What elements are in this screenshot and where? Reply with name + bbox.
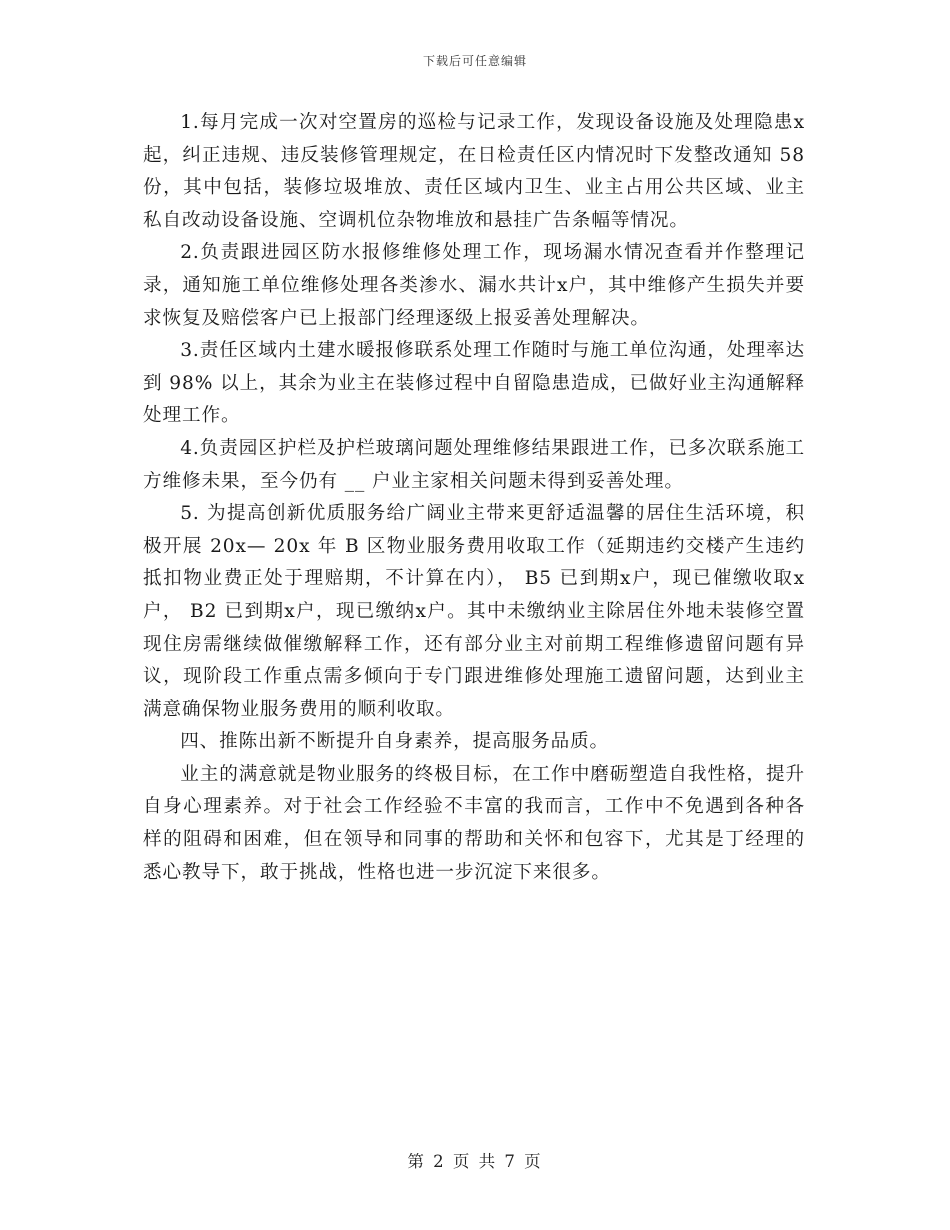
paragraph-closing: 业主的满意就是物业服务的终极目标，在工作中磨砺塑造自我性格，提升自身心理素养。对于社会工作经验不丰富的我而言，工作中不免遇到各种各样的阻碍和困难，但在领导和同事的帮助和关怀和包容下，尤其是丁经理的悉心教导下，敢于挑战，性格也进一步沉淀下来很多。 [143, 763, 805, 883]
section-heading: 四、推陈出新不断提升自身素养，提高服务品质。 [180, 731, 610, 753]
page-header: 下载后可任意编辑 [422, 54, 527, 68]
paragraph-item-2: 2.负责跟进园区防水报修维修处理工作，现场漏水情况查看并作整理记录，通知施工单位维修处理各类渗水、漏水共计x户，其中维修产生损失并要求恢复及赔偿客户已上报部门经理逐级上报妥善处理解决。 [143, 242, 805, 329]
paragraph-item-1: 1.每月完成一次对空置房的巡检与记录工作，发现设备设施及处理隐患x起，纠正违规、违反装修管理规定，在日检责任区内情况时下发整改通知 58 份，其中包括，装修垃圾堆放、责任区域内卫生、业主占用公共区域、业主私自改动设备设施、空调机位杂物堆放和悬挂广告条幅等情况。 [143, 112, 805, 231]
paragraph-item-4: 4.负责园区护栏及护栏玻璃问题处理维修结果跟进工作，已多次联系施工方维修未果，至今仍有 __ 户业主家相关问题未得到妥善处理。 [143, 437, 805, 492]
paragraph-item-5: 5. 为提高创新优质服务给广阔业主带来更舒适温馨的居住生活环境，积极开展 20x— 20x 年 B 区物业服务费用收取工作（延期违约交楼产生违约抵扣物业费正处于理赔期，不计算在内）， B5 已到期x户，现已催缴收取x户， B2 已到期x户，现已缴纳x户。其中未缴纳业主除居住外地未装修空置现住房需继续做催缴解释工作，还有部分业主对前期工程维修遗留问题有异议，现阶段工作重点需多倾向于专门跟进维修处理施工遗留问题，达到业主满意确保物业服务费用的顺利收取。 [143, 503, 805, 720]
document-body [143, 107, 805, 889]
page-number: 第 2 页 共 7 页 [407, 1152, 543, 1171]
paragraph-item-3: 3.责任区域内土建水暖报修联系处理工作随时与施工单位沟通，处理率达到 98% 以上，其余为业主在装修过程中自留隐患造成，已做好业主沟通解释处理工作。 [143, 340, 805, 427]
